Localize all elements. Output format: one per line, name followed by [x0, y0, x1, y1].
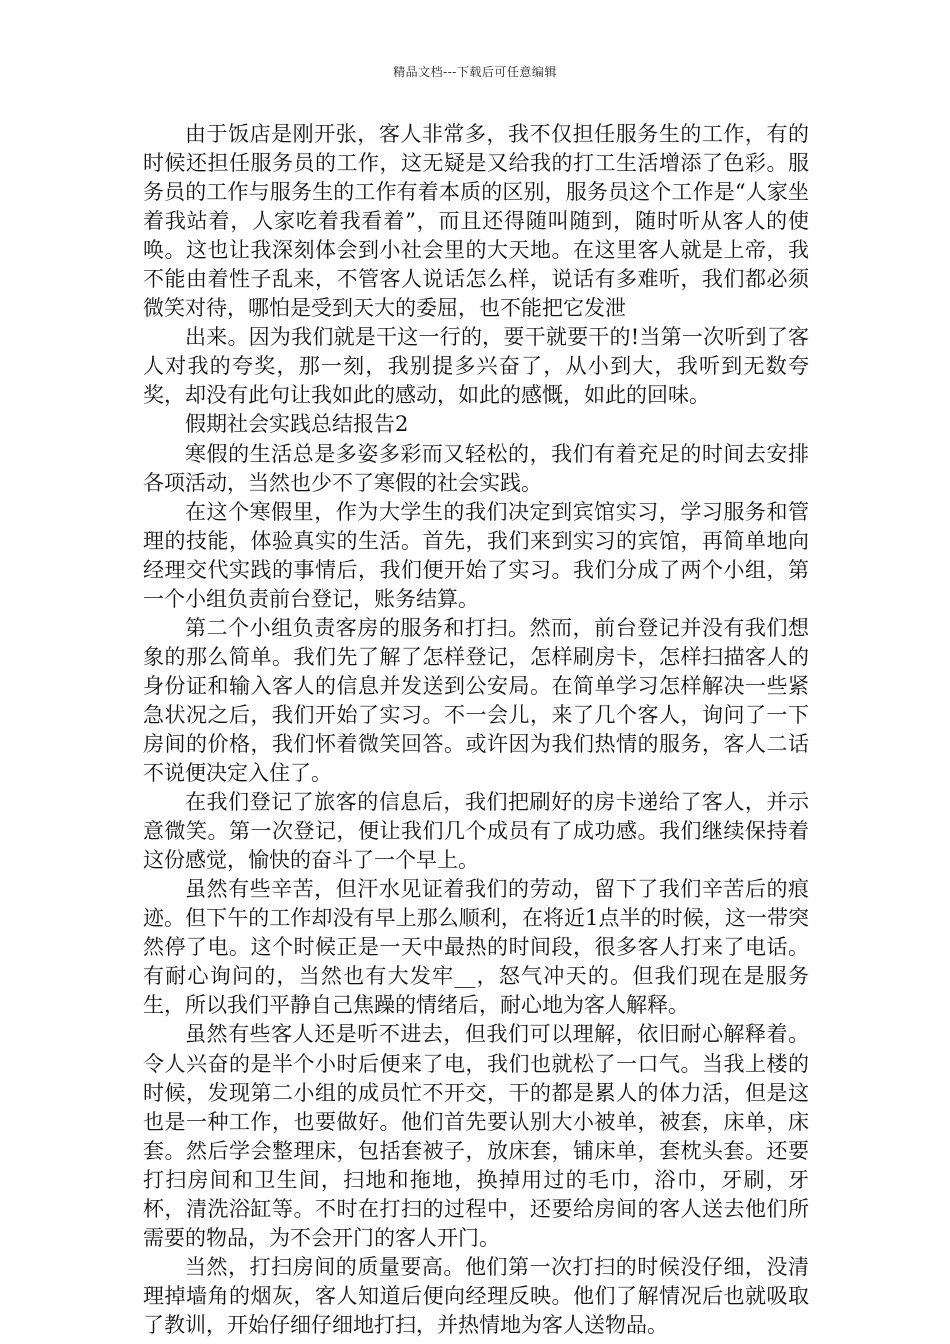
paragraph: 虽然有些辛苦，但汗水见证着我们的劳动，留下了我们辛苦后的痕迹。但下午的工作却没有早上那么顺利，在将近1点半的时候，这一带突然停了电。这个时候正是一天中最热的时间段，很多客人打来了电话。有耐心询问的，当然也有大发牢__，怒气冲天的。但我们现在是服务生，所以我们平静自己焦躁的情绪后，耐心地为客人解释。 [143, 877, 809, 1018]
paragraph: 在这个寒假里，作为大学生的我们决定到宾馆实习，学习服务和管理的技能，体验真实的生活。首先，我们来到实习的宾馆，再简单地向经理交代实践的事情后，我们便开始了实习。我们分成了两个小组，第一个小组负责前台登记，账务结算。 [143, 499, 809, 611]
paragraph: 由于饭店是刚开张，客人非常多，我不仅担任服务生的工作，有的时候还担任服务员的工作，这无疑是又给我的打工生活增添了色彩。服务员的工作与服务生的工作有着本质的区别，服务员这个工作是“人家坐着我站着，人家吃着我看着”，而且还得随叫随到，随时听从客人的使唤。这也让我深刻体会到小社会里的大天地。在这里客人就是上帝，我不能由着性子乱来，不管客人说话怎么样，说话有多难听，我们都必须微笑对待，哪怕是受到天大的委屈，也不能把它发泄 [143, 122, 809, 321]
document-body [143, 120, 809, 1340]
paragraph: 当然，打扫房间的质量要高。他们第一次打扫的时候没仔细，没清理掉墙角的烟灰，客人知道后便向经理反映。他们了解情况后也就吸取了教训，开始仔细仔细地打扫，并热情地为客人送物品。 [143, 1254, 809, 1337]
paragraph: 虽然有些客人还是听不进去，但我们可以理解，依旧耐心解释着。令人兴奋的是半个小时后便来了电，我们也就松了一口气。当我上楼的时候，发现第二小组的成员忙不开交，干的都是累人的体力活，但是这也是一种工作，也要做好。他们首先要认别大小被单，被套，床单，床套。然后学会整理床，包括套被子，放床套，铺床单，套枕头套。还要打扫房间和卫生间，扫地和拖地，换掉用过的毛巾，浴巾，牙刷，牙杯，清洗浴缸等。不时在打扫的过程中，还要给房间的客人送去他们所需要的物品，为不会开门的客人开门。 [143, 1022, 809, 1250]
paragraph: 在我们登记了旅客的信息后，我们把刷好的房卡递给了客人，并示意微笑。第一次登记，便让我们几个成员有了成功感。我们继续保持着这份感觉，愉快的奋斗了一个早上。 [143, 790, 809, 873]
page-header: 精品文档---下载后可任意编辑 [393, 65, 557, 79]
paragraph: 第二个小组负责客房的服务和打扫。然而，前台登记并没有我们想象的那么简单。我们先了解了怎样登记，怎样刷房卡，怎样扫描客人的身份证和输入客人的信息并发送到公安局。在简单学习怎样解决一些紧急状况之后，我们开始了实习。不一会儿，来了几个客人，询问了一下房间的价格，我们怀着微笑回答。或许因为我们热情的服务，客人二话不说便决定入住了。 [143, 615, 809, 786]
section-heading: 假期社会实践总结报告2 [185, 412, 409, 437]
paragraph: 寒假的生活总是多姿多彩而又轻松的，我们有着充足的时间去安排各项活动，当然也少不了寒假的社会实践。 [143, 441, 809, 495]
paragraph: 出来。因为我们就是干这一行的，要干就要干的!当第一次听到了客人对我的夸奖，那一刻，我别提多兴奋了，从小到大，我听到无数夸奖，却没有此句让我如此的感动，如此的感慨，如此的回味。 [143, 325, 809, 408]
